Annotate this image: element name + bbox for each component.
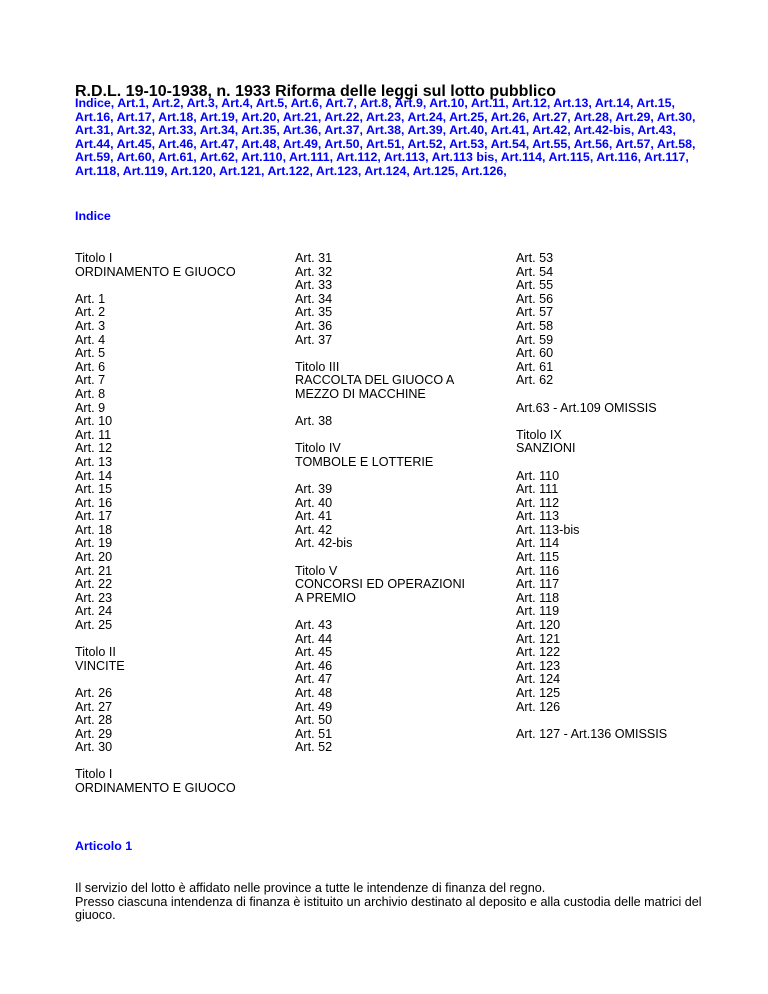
link-art-123[interactable]: Art.123, — [315, 163, 362, 178]
index-entry: Art. 122 — [516, 645, 561, 660]
index-entry: Art. 42-bis — [295, 536, 353, 551]
index-title: ORDINAMENTO E GIUOCO — [75, 264, 236, 279]
index-entry: Art. 10 — [75, 414, 113, 429]
link-art-6[interactable]: Art.6, — [290, 96, 323, 110]
index-entry: Art. 30 — [75, 740, 113, 755]
index-entry: Art. 48 — [295, 686, 333, 700]
index-entry: Art. 24 — [75, 604, 113, 619]
link-art-53[interactable]: Art.53, — [449, 136, 488, 151]
link-art-14[interactable]: Art.14, — [594, 96, 634, 110]
paragraph-line-2: Presso ciascuna intendenza di finanza è istituito un archivio destinato al deposito e alla custodia delle matrici del giuoco. — [75, 894, 702, 923]
link-art-1[interactable]: Art.1, — [117, 96, 149, 110]
index-column-2 — [295, 252, 465, 755]
index-entry: Art. 115 — [516, 550, 560, 565]
index-entry: Art. 112 — [516, 495, 560, 510]
link-art-46[interactable]: Art.46, — [158, 136, 197, 151]
article-heading: Articolo 1 — [75, 839, 133, 853]
link-art-11[interactable]: Art.11, — [470, 96, 509, 110]
index-entry: Art. 33 — [295, 278, 333, 293]
index-entry: Art. 23 — [75, 590, 113, 605]
index-entry: Art. 38 — [295, 414, 333, 429]
index-title: SANZIONI — [516, 441, 576, 456]
link-art-56[interactable]: Art.56, — [573, 136, 613, 151]
link-art-30[interactable]: Art.30, — [656, 109, 696, 124]
index-entry: Art. 42 — [295, 522, 333, 537]
index-title: CONCORSI ED OPERAZIONI — [295, 577, 466, 592]
link-art-62[interactable]: Art.62, — [199, 150, 239, 165]
index-title: Titolo IV — [295, 441, 341, 456]
link-art-31[interactable]: Art.31, — [75, 123, 114, 138]
link-art-18[interactable]: Art.18, — [158, 109, 197, 124]
index-entry: Art. 50 — [295, 713, 333, 728]
index-entry: Art. 52 — [295, 740, 333, 755]
link-art-122[interactable]: Art.122, — [267, 163, 313, 178]
link-art-39[interactable]: Art.39, — [407, 123, 447, 138]
link-art-15[interactable]: Art.15, — [636, 96, 675, 110]
index-entry: Art. 58 — [516, 318, 554, 333]
index-entry: Art. 117 — [516, 577, 560, 592]
link-art-9[interactable]: Art.9, — [394, 96, 427, 110]
index-entry: Art. 11 — [75, 427, 112, 442]
index-entry: Art. 46 — [295, 658, 333, 673]
link-art-54[interactable]: Art.54, — [490, 136, 530, 151]
link-art-28[interactable]: Art.28, — [573, 109, 613, 124]
link-art-60[interactable]: Art.60, — [116, 150, 156, 165]
link-art-61[interactable]: Art.61, — [158, 150, 197, 165]
spacer — [295, 605, 465, 619]
index-entry: Art. 25 — [75, 618, 113, 633]
spacer — [295, 429, 465, 443]
index-entry: Art. 14 — [75, 468, 113, 483]
index-column-1 — [75, 252, 236, 755]
index-entry: Art. 39 — [295, 482, 333, 497]
index-entry: Art. 118 — [516, 590, 560, 605]
link-art-32[interactable]: Art.32, — [116, 123, 156, 138]
link-art-111[interactable]: Art.111, — [289, 150, 334, 165]
link-art-16[interactable]: Art.16, — [75, 109, 114, 124]
document-title: R.D.L. 19-10-1938, n. 1933 Riforma delle leggi sul lotto pubblico — [75, 83, 556, 100]
index-entry: Art. 40 — [295, 495, 333, 510]
index-entry: Art. 20 — [75, 550, 113, 565]
index-entry: Art. 29 — [75, 726, 113, 741]
index-title: Titolo V — [295, 563, 338, 578]
index-entry: Art. 32 — [295, 264, 333, 279]
index-entry: Art. 3 — [75, 318, 106, 333]
spacer — [295, 470, 465, 484]
link-art-17[interactable]: Art.17, — [116, 109, 156, 124]
link-art-42-bis[interactable]: Art.42-bis, — [573, 123, 635, 138]
link-art-40[interactable]: Art.40, — [449, 123, 488, 138]
index-title: RACCOLTA DEL GIUOCO A — [295, 373, 455, 388]
link-art-38[interactable]: Art.38, — [365, 123, 405, 138]
link-art-43[interactable]: Art.43, — [637, 123, 676, 138]
link-art-12[interactable]: Art.12, — [511, 96, 551, 110]
index-entry: Art. 116 — [516, 563, 560, 578]
link-indice[interactable]: Indice, — [75, 96, 115, 110]
index-heading: Indice — [75, 209, 111, 223]
index-title: Titolo III — [295, 359, 340, 374]
link-art-49[interactable]: Art.49, — [282, 136, 322, 151]
spacer — [75, 279, 236, 293]
link-art-27[interactable]: Art.27, — [532, 109, 571, 124]
index-entry: Art. 53 — [516, 251, 554, 265]
index-entry: Art. 59 — [516, 332, 554, 347]
spacer — [516, 388, 667, 402]
link-art-110[interactable]: Art.110, — [241, 150, 287, 165]
index-entry: Art. 19 — [75, 536, 113, 551]
index-entry: Art. 4 — [75, 332, 106, 347]
link-art-59[interactable]: Art.59, — [75, 150, 114, 165]
link-art-10[interactable]: Art.10, — [429, 96, 468, 110]
index-entry: Art. 18 — [75, 522, 113, 537]
index-title: Titolo II — [75, 645, 116, 660]
index-entry: Art. 47 — [295, 672, 333, 687]
article-links — [75, 97, 715, 179]
index-entry: Art. 43 — [295, 618, 333, 633]
link-art-19[interactable]: Art.19, — [199, 109, 239, 124]
index-entry: Art. 113 — [516, 509, 560, 524]
index-entry: Art. 54 — [516, 264, 554, 279]
link-art-113[interactable]: Art.113, — [383, 150, 429, 165]
index-entry: Art. 9 — [75, 400, 106, 415]
spacer — [516, 415, 667, 429]
index-entry: Art. 5 — [75, 346, 106, 361]
link-art-113-bis[interactable]: Art.113 bis, — [431, 150, 498, 165]
link-art-35[interactable]: Art.35, — [241, 123, 280, 138]
link-art-29[interactable]: Art.29, — [615, 109, 654, 124]
link-art-5[interactable]: Art.5, — [255, 96, 288, 110]
link-art-36[interactable]: Art.36, — [282, 123, 322, 138]
titolo-name: ORDINAMENTO E GIUOCO — [75, 780, 236, 795]
index-entry: Art.63 - Art.109 OMISSIS — [516, 400, 657, 415]
index-entry: Art. 125 — [516, 686, 561, 700]
index-entry: Art. 34 — [295, 291, 333, 306]
index-entry: Art. 12 — [75, 441, 113, 456]
link-art-23[interactable]: Art.23, — [365, 109, 405, 124]
index-column-3 — [516, 252, 667, 741]
link-art-8[interactable]: Art.8, — [359, 96, 392, 110]
index-entry: Art. 120 — [516, 618, 561, 633]
index-entry: Art. 45 — [295, 645, 333, 660]
link-art-25[interactable]: Art.25, — [449, 109, 488, 124]
link-art-52[interactable]: Art.52, — [407, 136, 447, 151]
index-entry: Art. 22 — [75, 577, 113, 592]
index-entry: Art. 57 — [516, 305, 554, 320]
index-entry: Art. 37 — [295, 332, 333, 347]
link-art-125[interactable]: Art.125, — [412, 163, 459, 178]
spacer — [516, 456, 667, 470]
link-art-2[interactable]: Art.2, — [151, 96, 184, 110]
index-entry: Art. 17 — [75, 509, 113, 524]
index-entry: Art. 31 — [295, 251, 333, 265]
index-entry: Art. 60 — [516, 346, 554, 361]
index-entry: Art. 35 — [295, 305, 333, 320]
link-art-118[interactable]: Art.118, — [75, 163, 120, 178]
index-entry: Art. 61 — [516, 359, 554, 374]
index-entry: Art. 41 — [295, 509, 333, 524]
link-art-126[interactable]: Art.126, — [461, 163, 507, 178]
spacer — [295, 551, 465, 565]
titolo-label: Titolo I — [75, 767, 113, 781]
index-title: A PREMIO — [295, 590, 356, 605]
index-entry: Art. 51 — [295, 726, 333, 741]
link-art-112[interactable]: Art.112, — [336, 150, 381, 165]
index-entry: Art. 15 — [75, 482, 113, 497]
link-art-4[interactable]: Art.4, — [221, 96, 253, 110]
index-entry: Art. 7 — [75, 373, 106, 388]
index-entry: Art. 26 — [75, 686, 113, 700]
index-entry: Art. 55 — [516, 278, 554, 293]
index-entry: Art. 6 — [75, 359, 106, 374]
article-paragraph — [75, 882, 715, 923]
index-entry: Art. 62 — [516, 373, 554, 388]
link-art-119[interactable]: Art.119, — [122, 163, 168, 178]
index-title: TOMBOLE E LOTTERIE — [295, 454, 434, 469]
link-art-37[interactable]: Art.37, — [324, 123, 363, 138]
spacer — [75, 673, 236, 687]
section-titolo — [75, 768, 236, 795]
link-art-120[interactable]: Art.120, — [170, 163, 216, 178]
index-entry: Art. 127 - Art.136 OMISSIS — [516, 726, 668, 741]
index-entry: Art. 36 — [295, 318, 333, 333]
index-entry: Art. 113-bis — [516, 522, 580, 537]
index-entry: Art. 8 — [75, 386, 106, 401]
link-art-124[interactable]: Art.124, — [364, 163, 410, 178]
index-entry: Art. 123 — [516, 658, 561, 673]
index-entry: Art. 124 — [516, 672, 561, 687]
index-entry: Art. 119 — [516, 604, 560, 619]
link-art-58[interactable]: Art.58, — [656, 136, 696, 151]
spacer — [295, 402, 465, 416]
paragraph-line-1: Il servizio del lotto è affidato nelle province a tutte le intendenze di finanza del regno. — [75, 881, 546, 895]
index-entry: Art. 121 — [516, 631, 561, 646]
link-art-121[interactable]: Art.121, — [218, 163, 265, 178]
link-art-21[interactable]: Art.21, — [282, 109, 322, 124]
link-art-115[interactable]: Art.115, — [548, 150, 594, 165]
link-art-26[interactable]: Art.26, — [490, 109, 530, 124]
index-entry: Art. 111 — [516, 482, 559, 497]
link-art-50[interactable]: Art.50, — [324, 136, 363, 151]
link-art-24[interactable]: Art.24, — [407, 109, 447, 124]
link-art-33[interactable]: Art.33, — [158, 123, 197, 138]
link-art-117[interactable]: Art.117, — [644, 150, 689, 165]
link-art-45[interactable]: Art.45, — [116, 136, 156, 151]
link-art-47[interactable]: Art.47, — [199, 136, 239, 151]
spacer — [516, 714, 667, 728]
index-entry: Art. 2 — [75, 305, 106, 320]
link-art-114[interactable]: Art.114, — [500, 150, 546, 165]
spacer — [75, 633, 236, 647]
link-art-55[interactable]: Art.55, — [532, 136, 571, 151]
link-art-13[interactable]: Art.13, — [553, 96, 592, 110]
index-entry: Art. 114 — [516, 536, 560, 551]
link-art-20[interactable]: Art.20, — [241, 109, 280, 124]
index-title: Titolo I — [75, 251, 113, 265]
link-art-44[interactable]: Art.44, — [75, 136, 114, 151]
link-art-41[interactable]: Art.41, — [490, 123, 530, 138]
index-entry: Art. 49 — [295, 699, 333, 714]
index-entry: Art. 44 — [295, 631, 333, 646]
index-entry: Art. 110 — [516, 468, 560, 483]
index-entry: Art. 28 — [75, 713, 113, 728]
index-title: MEZZO DI MACCHINE — [295, 386, 426, 401]
index-entry: Art. 13 — [75, 454, 113, 469]
link-art-57[interactable]: Art.57, — [615, 136, 654, 151]
spacer — [295, 347, 465, 361]
link-art-116[interactable]: Art.116, — [596, 150, 642, 165]
link-art-3[interactable]: Art.3, — [186, 96, 219, 110]
index-entry: Art. 16 — [75, 495, 113, 510]
index-title: VINCITE — [75, 658, 125, 673]
index-entry: Art. 27 — [75, 699, 113, 714]
index-entry: Art. 21 — [75, 563, 113, 578]
link-art-51[interactable]: Art.51, — [365, 136, 405, 151]
link-art-48[interactable]: Art.48, — [241, 136, 280, 151]
index-entry: Art. 126 — [516, 699, 561, 714]
link-art-7[interactable]: Art.7, — [325, 96, 357, 110]
index-entry: Art. 1 — [75, 291, 106, 306]
link-art-42[interactable]: Art.42, — [532, 123, 571, 138]
link-art-22[interactable]: Art.22, — [324, 109, 363, 124]
index-title: Titolo IX — [516, 427, 562, 442]
link-art-34[interactable]: Art.34, — [199, 123, 239, 138]
index-entry: Art. 56 — [516, 291, 554, 306]
